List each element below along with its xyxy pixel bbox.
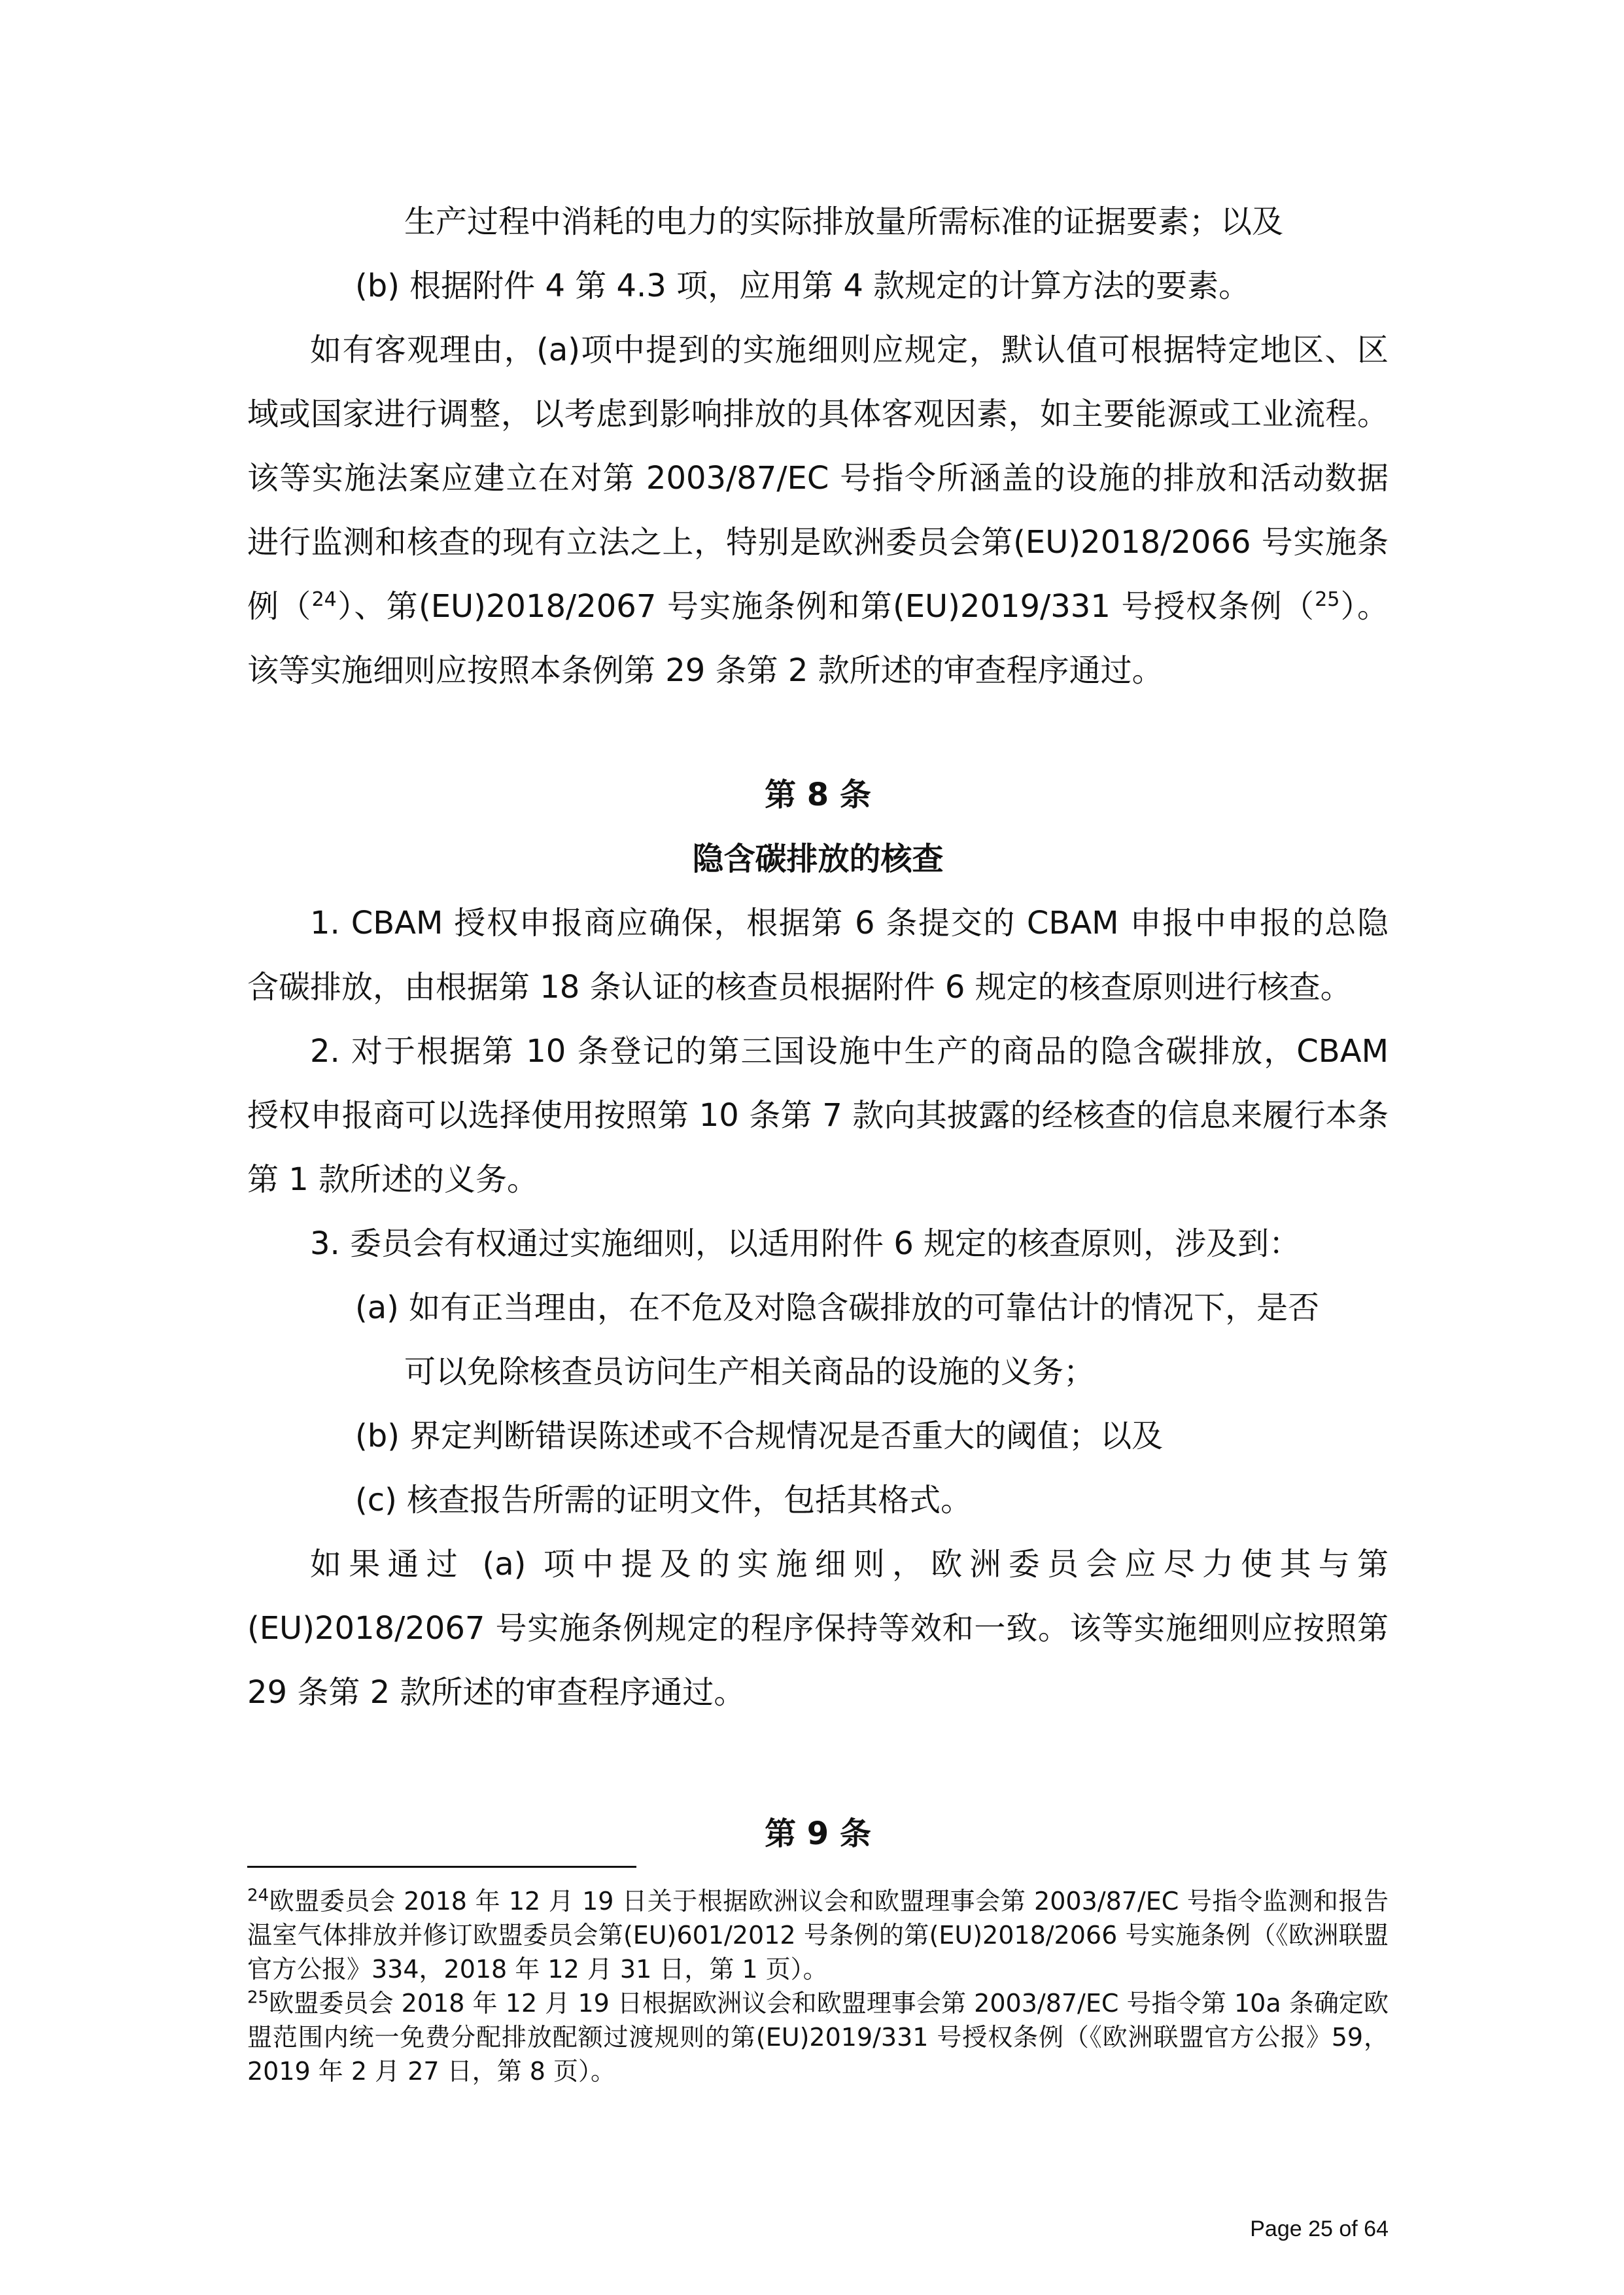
article-9-number: 第 9 条 <box>765 1815 871 1852</box>
article-8-title: 隐含碳排放的核查 <box>692 841 944 877</box>
footnote-text: 欧盟委员会 2018 年 12 月 19 日根据欧洲议会和欧盟理事会第 2003/87/EC 号指令第 10a 条确定欧盟范围内统一免费分配排放配额过渡规则的第(EU)2019/331 号授权条例（《欧洲联盟官方公报》59，2019 年 2 月 27 日，第 8 页）。 <box>247 1989 1389 2086</box>
paragraph-text-part3: ）。该等实施细则应按照本条例第 29 条第 2 款所述的审查程序通过。 <box>247 588 1389 689</box>
article-8-item-b: (b) 界定判断错误陈述或不合规情况是否重大的阈值；以及 <box>355 1418 1164 1454</box>
footnote-24 <box>247 1884 1389 1986</box>
article-8-item-a-line2: 可以免除核查员访问生产相关商品的设施的义务； <box>404 1354 1096 1390</box>
footnote-25 <box>247 1986 1389 2088</box>
main-text <box>247 190 1389 1866</box>
footnote-ref-24[interactable]: 24 <box>311 588 337 611</box>
paragraph-text-part2: ）、第(EU)2018/2067 号实施条例和第(EU)2019/331 号授权条例（ <box>336 588 1315 625</box>
spacer <box>247 703 1389 763</box>
footnote-ref-25[interactable]: 25 <box>1315 588 1340 611</box>
paragraph-continuation: 生产过程中消耗的电力的实际排放量所需标准的证据要素；以及 <box>404 203 1284 240</box>
article-8-item-a-line1: (a) 如有正当理由，在不危及对隐含碳排放的可靠估计的情况下，是否 <box>355 1289 1320 1326</box>
footnote-text: 欧盟委员会 2018 年 12 月 19 日关于根据欧洲议会和欧盟理事会第 2003/87/EC 号指令监测和报告温室气体排放并修订欧盟委员会第(EU)601/2012 号条例的第(EU)2018/2066 号实施条例（《欧洲联盟官方公报》334，2018 年 12 月 31 日，第 1 页）。 <box>247 1887 1389 1984</box>
article-8-para-3: 3. 委员会有权通过实施细则，以适用附件 6 规定的核查原则，涉及到： <box>310 1225 1301 1262</box>
article-8-closing: 如果通过 (a) 项中提及的实施细则，欧洲委员会应尽力使其与第(EU)2018/2067 号实施条例规定的程序保持等效和一致。该等实施细则应按照第 29 条第 2 款所述的审查程序通过。 <box>247 1546 1389 1711</box>
footnote-mark: 24 <box>247 1885 269 1906</box>
article-8-number: 第 8 条 <box>765 777 871 813</box>
article-8-para-1: 1. CBAM 授权申报商应确保，根据第 6 条提交的 CBAM 申报中申报的总隐含碳排放，由根据第 18 条认证的核查员根据附件 6 规定的核查原则进行核查。 <box>247 905 1389 1006</box>
footnote-mark: 25 <box>247 1988 269 2008</box>
article-8-item-c: (c) 核查报告所需的证明文件，包括其格式。 <box>355 1482 973 1518</box>
footnote-separator <box>247 1866 636 1868</box>
spacer <box>247 1725 1389 1802</box>
paragraph-objective-reasons <box>247 318 1389 703</box>
footnotes <box>247 1884 1389 2088</box>
list-item-b-prev: (b) 根据附件 4 第 4.3 项，应用第 4 款规定的计算方法的要素。 <box>355 268 1251 304</box>
article-8-para-2: 2. 对于根据第 10 条登记的第三国设施中生产的商品的隐含碳排放，CBAM 授权申报商可以选择使用按照第 10 条第 7 款向其披露的经核查的信息来履行本条第 1 款所述的义务。 <box>247 1033 1389 1198</box>
page-number: Page 25 of 64 <box>1250 2216 1389 2241</box>
paragraph-text-part1: 如有客观理由，(a)项中提到的实施细则应规定，默认值可根据特定地区、区域或国家进行调整，以考虑到影响排放的具体客观因素，如主要能源或工业流程。该等实施法案应建立在对第 2003/87/EC 号指令所涵盖的设施的排放和活动数据进行监测和核查的现有立法之上，特别是欧洲委员会第(EU)2018/2066 号实施条例（ <box>247 332 1389 625</box>
